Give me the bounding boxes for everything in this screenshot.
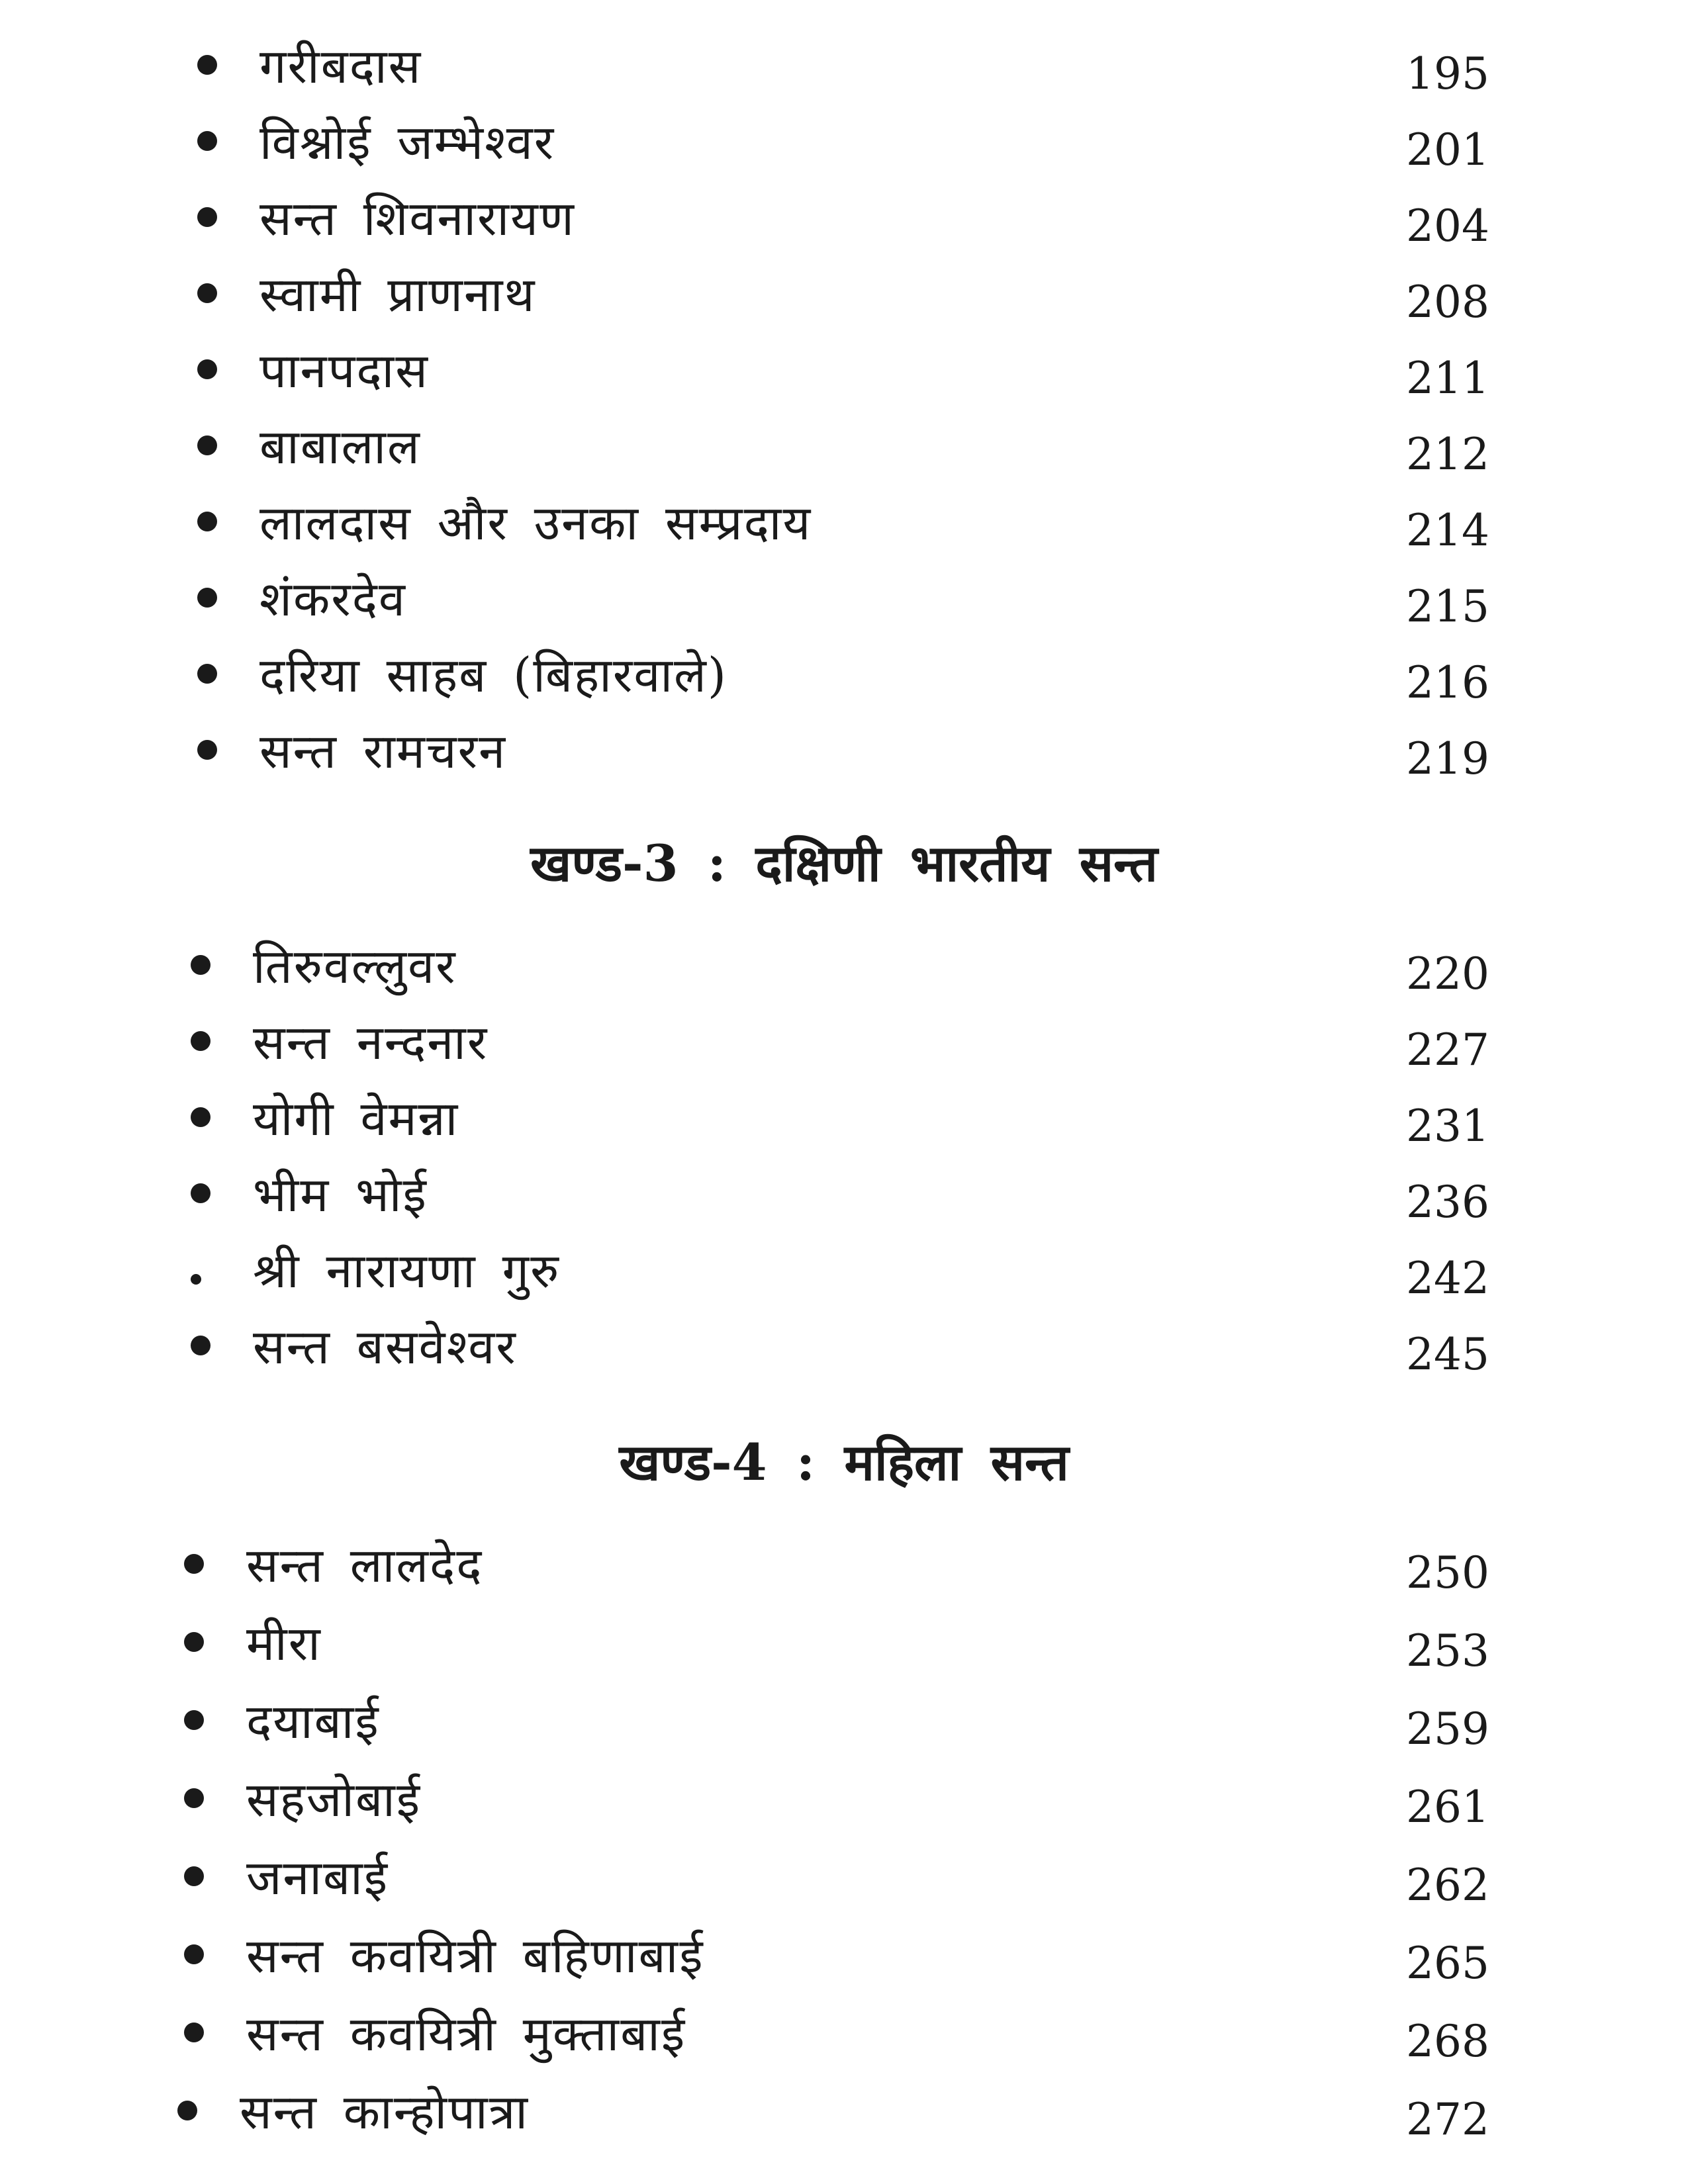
toc-entry bbox=[0, 258, 1688, 331]
entry-page-number: 231 bbox=[1406, 1101, 1489, 1152]
bullet-icon bbox=[197, 740, 217, 760]
bullet-icon bbox=[197, 435, 217, 455]
toc-entry bbox=[0, 2075, 1688, 2148]
bullet-icon bbox=[197, 55, 217, 75]
toc-entry bbox=[0, 563, 1688, 635]
entry-title: मीरा bbox=[246, 1615, 322, 1671]
entry-page-number: 259 bbox=[1406, 1704, 1489, 1754]
entry-page-number: 272 bbox=[1406, 2094, 1489, 2145]
entry-page-number: 216 bbox=[1406, 657, 1489, 708]
section-heading: खण्ड-4 : महिला सन्त bbox=[619, 1433, 1069, 1492]
entry-page-number: 215 bbox=[1406, 581, 1489, 632]
entry-title: स्वामी प्राणनाथ bbox=[259, 267, 536, 322]
entry-title: बाबालाल bbox=[259, 419, 421, 475]
entry-page-number: 227 bbox=[1406, 1024, 1489, 1075]
entry-title: जनाबाई bbox=[246, 1850, 389, 1905]
entry-title: सन्त कान्होपात्रा bbox=[240, 2084, 530, 2140]
entry-page-number: 204 bbox=[1406, 201, 1489, 251]
toc-entry bbox=[0, 182, 1688, 255]
bullet-icon bbox=[191, 1336, 211, 1355]
bullet-icon bbox=[191, 1031, 211, 1051]
entry-page-number: 220 bbox=[1406, 948, 1489, 999]
toc-entry bbox=[0, 1529, 1688, 1602]
toc-entry bbox=[0, 639, 1688, 711]
bullet-icon bbox=[191, 1183, 211, 1203]
entry-page-number: 250 bbox=[1406, 1547, 1489, 1598]
entry-title: श्री नारायणा गुरु bbox=[253, 1243, 561, 1298]
entry-title: दरिया साहब (बिहारवाले) bbox=[259, 647, 727, 703]
bullet-icon bbox=[197, 664, 217, 684]
toc-entry bbox=[0, 715, 1688, 788]
entry-title: सन्त बसवेश्वर bbox=[253, 1319, 517, 1375]
entry-title: लालदास और उनका सम्प्रदाय bbox=[259, 495, 812, 551]
toc-entry bbox=[0, 1685, 1688, 1758]
entry-page-number: 219 bbox=[1406, 733, 1489, 784]
toc-entry bbox=[0, 1006, 1688, 1079]
entry-title: गरीबदास bbox=[259, 38, 422, 94]
entry-page-number: 214 bbox=[1406, 505, 1489, 556]
entry-title: सन्त शिवनारायण bbox=[259, 191, 575, 246]
entry-title: शंकरदेव bbox=[259, 571, 406, 627]
entry-page-number: 268 bbox=[1406, 2016, 1489, 2067]
toc-entry bbox=[0, 1082, 1688, 1155]
bullet-icon bbox=[197, 207, 217, 227]
bullet-icon bbox=[184, 1944, 204, 1964]
bullet-icon bbox=[191, 955, 211, 975]
entry-page-number: 212 bbox=[1406, 429, 1489, 480]
entry-title: योगी वेमन्ना bbox=[253, 1091, 459, 1146]
entry-page-number: 201 bbox=[1406, 124, 1489, 175]
bullet-icon bbox=[191, 1274, 201, 1285]
entry-title: विश्नोई जम्भेश्वर bbox=[259, 114, 555, 170]
toc-entry bbox=[0, 30, 1688, 103]
entry-page-number: 208 bbox=[1406, 277, 1489, 328]
toc-entry bbox=[0, 410, 1688, 483]
entry-title: सहजोबाई bbox=[246, 1772, 422, 1827]
entry-title: सन्त नन्दनार bbox=[253, 1015, 489, 1070]
entry-title: सन्त कवयित्री बहिणाबाई bbox=[246, 1928, 704, 1983]
toc-entry bbox=[0, 1997, 1688, 2070]
bullet-icon bbox=[184, 1866, 204, 1886]
toc-entry bbox=[0, 1158, 1688, 1231]
entry-title: दयाबाई bbox=[246, 1694, 380, 1749]
entry-page-number: 242 bbox=[1406, 1253, 1489, 1304]
toc-entry bbox=[0, 930, 1688, 1003]
bullet-icon bbox=[197, 283, 217, 303]
bullet-icon bbox=[184, 2023, 204, 2042]
entry-title: सन्त रामचरन bbox=[259, 723, 507, 779]
toc-entry bbox=[0, 106, 1688, 179]
entry-page-number: 195 bbox=[1406, 48, 1489, 99]
toc-entry bbox=[0, 1919, 1688, 1992]
toc-entry bbox=[0, 334, 1688, 407]
bullet-icon bbox=[184, 1788, 204, 1808]
bullet-icon bbox=[184, 1710, 204, 1730]
bullet-icon bbox=[197, 359, 217, 379]
entry-page-number: 262 bbox=[1406, 1860, 1489, 1911]
entry-page-number: 245 bbox=[1406, 1329, 1489, 1380]
toc-entry bbox=[0, 1234, 1688, 1307]
bullet-icon bbox=[197, 512, 217, 531]
toc-entry bbox=[0, 486, 1688, 559]
entry-page-number: 265 bbox=[1406, 1938, 1489, 1989]
entry-title: सन्त कवयित्री मुक्ताबाई bbox=[246, 2006, 686, 2062]
toc-entry bbox=[0, 1310, 1688, 1383]
entry-page-number: 236 bbox=[1406, 1177, 1489, 1228]
toc-entry bbox=[0, 1763, 1688, 1836]
toc-entry bbox=[0, 1607, 1688, 1680]
section-heading: खण्ड-3 : दक्षिणी भारतीय सन्त bbox=[530, 834, 1158, 893]
entry-title: सन्त लालदेद bbox=[246, 1537, 483, 1593]
entry-title: तिरुवल्लुवर bbox=[253, 938, 457, 994]
bullet-icon bbox=[177, 2101, 197, 2120]
entry-page-number: 253 bbox=[1406, 1625, 1489, 1676]
entry-title: भीम भोई bbox=[253, 1167, 428, 1222]
entry-title: पानपदास bbox=[259, 343, 429, 398]
toc-entry bbox=[0, 1841, 1688, 1914]
entry-page-number: 211 bbox=[1406, 353, 1489, 404]
bullet-icon bbox=[197, 131, 217, 151]
bullet-icon bbox=[191, 1107, 211, 1127]
bullet-icon bbox=[184, 1632, 204, 1652]
bullet-icon bbox=[197, 588, 217, 608]
bullet-icon bbox=[184, 1554, 204, 1574]
entry-page-number: 261 bbox=[1406, 1782, 1489, 1833]
